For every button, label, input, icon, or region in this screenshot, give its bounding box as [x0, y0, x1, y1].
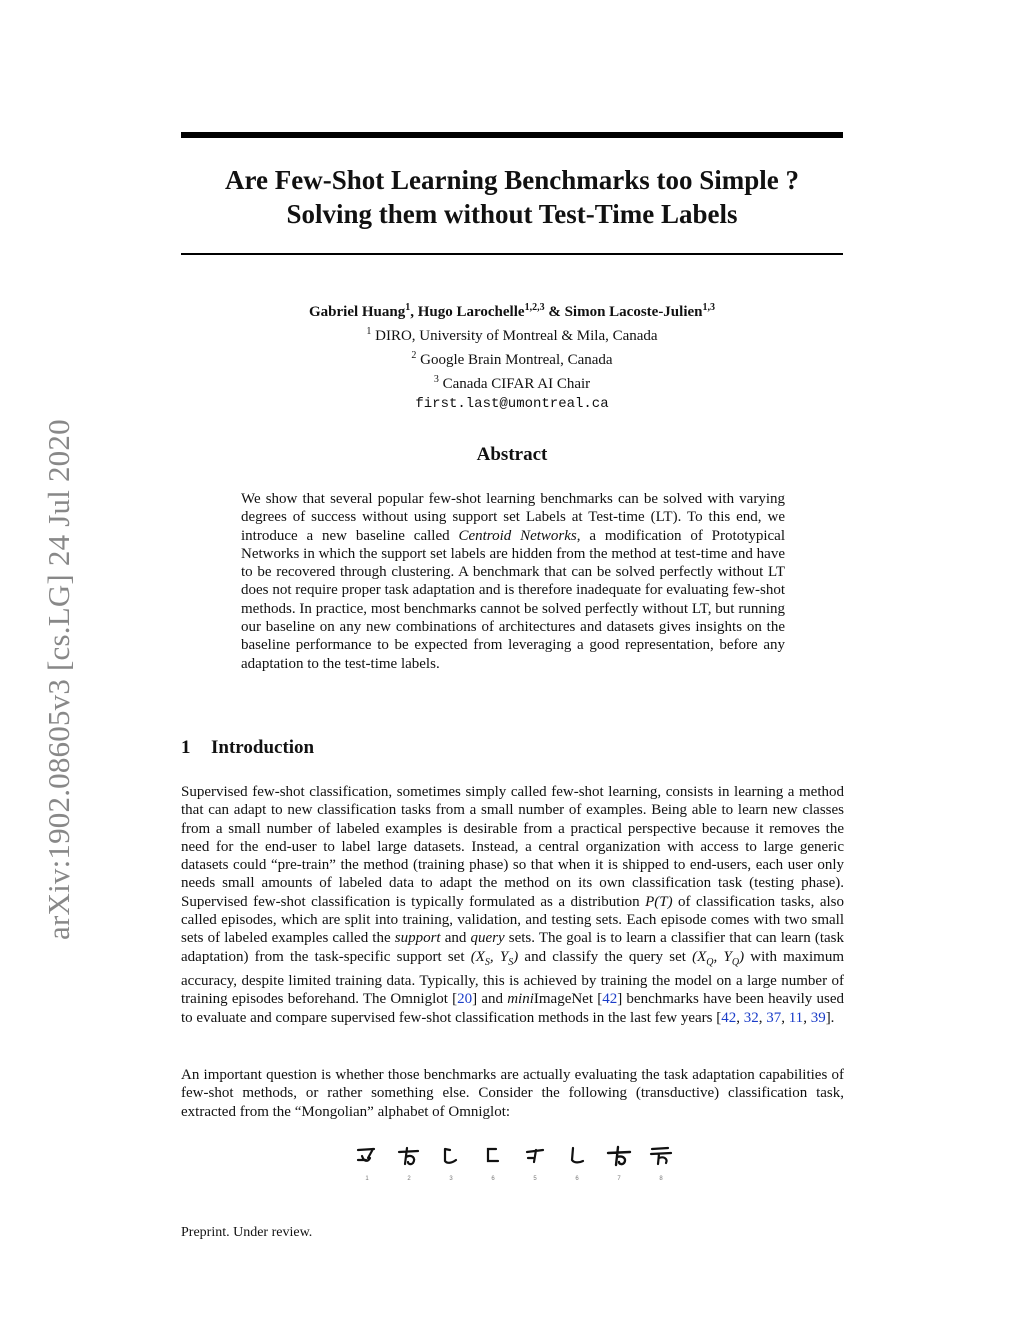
affiliation-2 — [181, 346, 843, 370]
title-top-rule — [181, 132, 843, 138]
arxiv-side-label: arXiv:1902.08605v3 [cs.LG] 24 Jul 2020 — [41, 419, 76, 940]
title-bottom-rule — [181, 253, 843, 255]
xs-close: ) — [513, 948, 519, 965]
section-heading-introduction — [181, 737, 314, 759]
affiliation-1-mark: 1 — [366, 326, 372, 337]
cite-sep: , — [781, 1009, 789, 1026]
p1-math-support-set — [470, 948, 519, 968]
author-names — [181, 298, 843, 322]
affiliation-2-text: Google Brain Montreal, Canada — [416, 352, 613, 368]
omniglot-glyph-icon — [606, 1144, 632, 1168]
citation-20[interactable]: 20 — [457, 991, 473, 1008]
omniglot-character — [564, 1144, 590, 1182]
paper-title — [181, 163, 843, 231]
affiliation-1 — [181, 322, 843, 346]
cite-sep: , — [803, 1009, 811, 1026]
p1-text-g: ImageNet [ — [533, 991, 603, 1008]
p1-text-d: and classify the query set — [518, 948, 693, 965]
abstract-text-2: , a modification of Prototypical Networks in which the support set labels are hidden from the method at test-time and have to be recovered through clustering. A benchmark that can be solved perfectly without LT does not require proper task adaptation and is therefore inadequate for evaluating few-shot methods. In practice, most benchmarks cannot be solved perfectly without LT, but running our baseline on any new combinations of architectures and datasets gives insights on the baseline performance to be expected from leveraging a good representation, before any adaptation to the test-time labels. — [241, 527, 786, 672]
author-email: first.last@umontreal.ca — [415, 396, 609, 412]
author-2: Hugo Larochelle — [417, 304, 525, 320]
omniglot-character — [396, 1144, 422, 1182]
author-3-affil: 1,3 — [702, 302, 715, 313]
xs-sub-1: S — [484, 956, 490, 968]
citation-42[interactable]: 42 — [602, 991, 618, 1008]
xs-open: (X — [470, 948, 485, 965]
xq-open: (X — [692, 948, 707, 965]
p1-math-query-set — [692, 948, 745, 968]
abstract-text-1: We show that several popular few-shot learning benchmarks can be solved with varying degrees of success without using support set Labels at Test-time (LT). To this end, we introduce a new baseline called — [241, 491, 785, 544]
p1-text-e: with maximum accuracy, despite limited training data. Typically, this is achieved by training the model on a large number of training episodes beforehand. The Omniglot [ — [181, 948, 845, 1008]
title-line-2: Solving them without Test-Time Labels — [286, 199, 738, 229]
author-sep-2: & — [544, 304, 565, 320]
citation-11[interactable]: 11 — [788, 1009, 804, 1026]
p1-text-f: ] and — [472, 991, 508, 1008]
intro-paragraph-1 — [181, 783, 844, 1027]
abstract-body — [241, 490, 785, 673]
affiliation-3-text: Canada CIFAR AI Chair — [438, 376, 591, 392]
citation-37[interactable]: 37 — [766, 1009, 782, 1026]
affiliation-2-mark: 2 — [411, 350, 417, 361]
omniglot-label: 6 — [491, 1176, 495, 1182]
p1-text-a: Supervised few-shot classification, sometimes simply called few-shot learning, consists in learning a method that can adapt to new classification tasks from a small number of examples. Being able to learn new classes from a small number of labeled examples is desirable from a practical perspective because it removes the need for the end-user to label large datasets. Instead, a central organization with access to large generic datasets could “pre-train” the method (training phase) so that when it is shipped to end-users, each user only needs small amounts of labeled data to adapt the method on its own classification task (testing phase). Supervised few-shot classification is typically formulated as a distribution — [181, 784, 844, 910]
affiliation-3-mark: 3 — [433, 374, 439, 385]
xq-sub-1: Q — [706, 956, 714, 968]
xs-mid: , Y — [489, 948, 509, 965]
citation-42[interactable]: 42 — [721, 1009, 737, 1026]
omniglot-label: 6 — [575, 1176, 579, 1182]
omniglot-label: 8 — [659, 1176, 663, 1182]
author-3: Simon Lacoste-Julien — [564, 304, 703, 320]
author-sep-1: , — [410, 304, 418, 320]
cite-sep: , — [758, 1009, 767, 1026]
xq-sub-2: Q — [731, 956, 740, 968]
omniglot-character — [480, 1144, 506, 1182]
author-1-affil: 1 — [405, 302, 411, 313]
omniglot-label: 7 — [617, 1176, 621, 1182]
author-block — [181, 298, 843, 414]
affiliation-3 — [181, 370, 843, 394]
p1-text-b: of classification tasks, also called episodes, which are split into training, validation, and testing sets. Each episode comes with two small sets of labeled examples called the — [181, 893, 845, 947]
p1-math-pt: P(T) — [645, 893, 673, 910]
cite-sep: , — [736, 1009, 744, 1026]
section-title: Introduction — [211, 737, 315, 758]
p1-query: query — [470, 930, 505, 947]
omniglot-glyph-icon — [522, 1144, 548, 1168]
title-line-1: Are Few-Shot Learning Benchmarks too Simple ? — [225, 165, 799, 195]
omniglot-character — [648, 1144, 674, 1182]
omniglot-label: 2 — [407, 1176, 411, 1182]
citation-32[interactable]: 32 — [743, 1009, 759, 1026]
intro-paragraph-2: An important question is whether those benchmarks are actually evaluating the task adaptation capabilities of few-shot methods, or rather something else. Consider the following (transductive) classification task, extracted from the “Mongolian” alphabet of Omniglot: — [181, 1067, 844, 1120]
section-number: 1 — [181, 737, 191, 758]
affiliation-1-text: DIRO, University of Montreal & Mila, Canada — [371, 328, 658, 344]
xq-mid: , Y — [713, 948, 732, 965]
omniglot-label: 5 — [533, 1176, 537, 1182]
p1-end: ]. — [825, 1009, 835, 1026]
footer-note: Preprint. Under review. — [181, 1225, 313, 1240]
omniglot-glyph-icon — [438, 1144, 464, 1168]
omniglot-character — [438, 1144, 464, 1182]
p1-support: support — [394, 930, 441, 947]
omniglot-glyph-icon — [396, 1144, 422, 1168]
abstract-centroid-networks: Centroid Networks — [458, 527, 577, 544]
author-1: Gabriel Huang — [308, 304, 406, 320]
omniglot-character — [354, 1144, 380, 1182]
omniglot-character — [606, 1144, 632, 1182]
omniglot-label: 3 — [449, 1176, 453, 1182]
p1-mini: mini — [507, 991, 534, 1008]
omniglot-example-strip — [350, 1144, 680, 1190]
author-2-affil: 1,2,3 — [524, 302, 545, 313]
xq-close: ) — [739, 948, 745, 965]
xs-sub-2: S — [508, 956, 514, 968]
omniglot-glyph-icon — [354, 1144, 380, 1168]
p1-text-h: ] benchmarks have been heavily used to evaluate and compare supervised few-shot classification methods in the last few years [ — [181, 991, 845, 1026]
citation-39[interactable]: 39 — [810, 1009, 826, 1026]
omniglot-label: 1 — [365, 1176, 369, 1182]
p1-and: and — [440, 930, 471, 947]
omniglot-character — [522, 1144, 548, 1182]
omniglot-glyph-icon — [480, 1144, 506, 1168]
omniglot-glyph-icon — [648, 1144, 674, 1168]
abstract-heading: Abstract — [476, 444, 548, 465]
omniglot-glyph-icon — [564, 1144, 590, 1168]
p1-text-c: sets. The goal is to learn a classifier that can learn (task adaptation) from the task-specific support set — [181, 930, 844, 965]
